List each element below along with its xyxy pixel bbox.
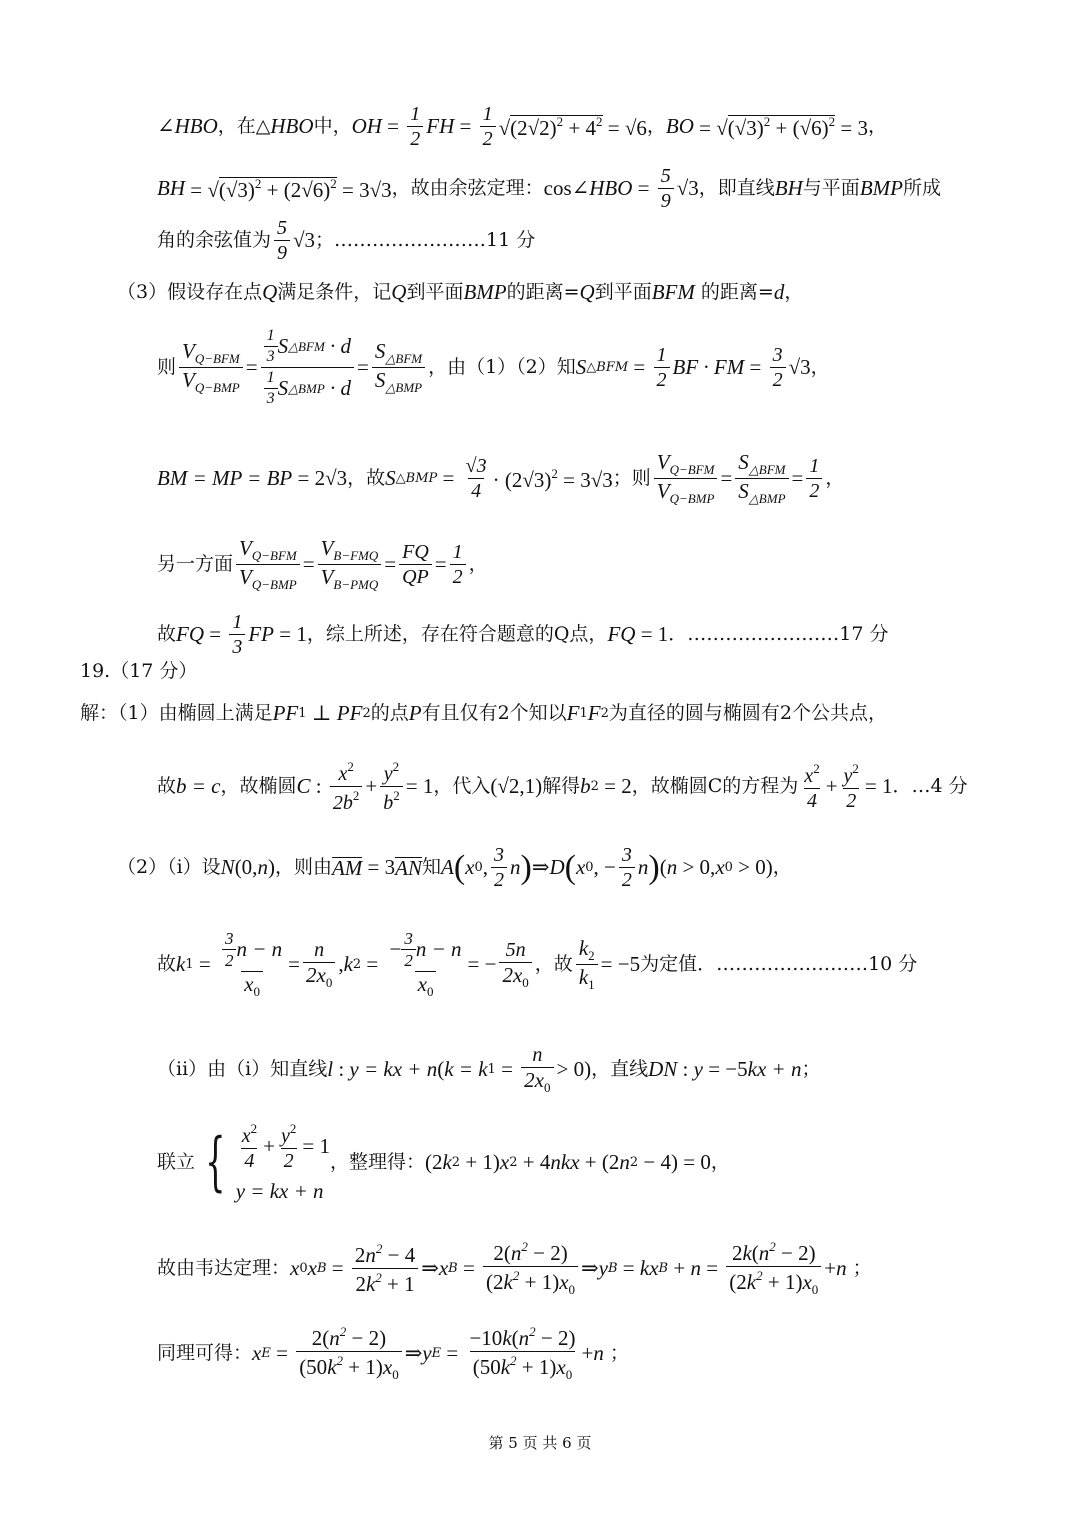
l14-b: ，直线 [591,1058,649,1080]
page-footer: 第 5 页 共 6 页 [488,1434,592,1452]
line-17: 同理可得： x E = $\frac{2(n^2 - 2)}{(50k^2 + 1)x_0}$ ⇒ y E = $\frac{-10k(n^2 - 2)}{(50k^2 + 1)x_0}$ + n ； [157,1324,629,1382]
line-14: （ii）由（i）知直线 l : y = kx + n ( k = k 1 = $\frac{n}{2x_0}$ > 0) ，直线 DN : y = −5 kx + n ； [157,1044,821,1095]
line-12: （2）（i）设 N (0, n ) ，则由 AM = 3 AN 知 A ( x 0 , $\frac{3}{2}$ n ) ⇒ D ( x 0 , − $\frac{3}{2}$ n ) ( n > 0, x 0 > 0) ， [117,844,792,891]
q19-label: 19.（17 分） [80,660,198,682]
l11-e: ，故椭圆C的方程为 [631,775,799,797]
l13-mid: ，故 [534,952,573,975]
line-13: 故 k 1 = $\frac{3}{2}$ n − n $x_0$ = $\frac{n}{2x_0}$ , k 2 = − $\frac{3}{2}$ n − n $x_0$ = − $\frac{5n}{2x_0}$ ，故 $\frac{k_2}{k_1}$ = −5 为定值．……………………10 分 [157,929,918,999]
score-11: ；……………………11 分 [315,229,536,251]
l12-c: 知 [421,856,441,878]
line-6: BM = MP = BP = 2√3 ，故 S △BMP = $\frac{√3}{4}$ · $(2√3)^2 = 3√3$ ；则 $\frac{V_{Q-BFM}}{V_{Q-BMP}}$ = $\frac{S_{\triangle BFM}}{S_{\triangle BMP}}$ = $\frac{1}{2}$ ， [157,450,845,506]
score-4: ．…4 分 [892,775,968,797]
line-5: 则 $\frac{V_{Q-BFM}}{V_{Q-BMP}}$ = $\frac{1}{3}$ S △BFM · d $\frac{1}{3}$ S △BMP · d = $\frac{S_{\triangle BFM}}{S_{\triangle BMP}}$ ，由（1）（2）知 S △BFM = $\frac{1}{2}$ BF · FM = $\frac{3}{2}$ √3 ， [157,327,830,407]
l14-a: （ii）由（i）知直线 [157,1058,328,1080]
question-19-header [80,662,197,681]
l15-prefix: 联立 [157,1150,196,1173]
l12-b: ，则由 [274,856,332,878]
line-16: 故由韦达定理： x 0 x B = $\frac{2n^2 - 4}{2k^2 + 1}$ ⇒ x B = $\frac{2(n^2 - 2)}{(2k^2 + 1)x_0}$ ⇒ y B = kx B + n = $\frac{2k(n^2 - 2)}{(2k^2 + 1)x_0}$ + n ； [157,1239,872,1297]
l8-mid: ，综上所述，存在符合题意的Q点， [306,623,608,645]
l12-a: （2）（i）设 [117,856,221,878]
line-8: 故 FQ = $\frac{1}{3}$ FP = 1 ，综上所述，存在符合题意的Q点， FQ = 1 ．……………………17 分 [157,611,889,658]
l5-prefix: 则 [157,356,177,378]
l8-prefix: 故 [157,623,177,645]
line-10: 解：（1）由椭圆上满足 PF 1 ⊥ PF 2 的点 P 有且仅有2个知以 F 1 F 2 为直径的圆与椭圆有2个公共点， [80,701,887,725]
score-10: 为定值．……………………10 分 [640,952,918,975]
l11-d: 解得 [542,775,581,797]
l6-mid1: ，故 [347,467,386,489]
line-4: （3）假设存在点 Q 满足条件，记 Q 到平面 BMP 的距离= Q 到平面 BFM 的距离= d ， [117,280,804,304]
line-11: 故 b = c ，故椭圆 C : $\frac{x^2}{2b^2}$ + $\frac{y^2}{b^2}$ = 1 ，代入 (√2,1) 解得 b 2 = 2 ，故椭圆C的方程为 $\frac{x^2}{4}$ + $\frac{y^2}{2}$ = 1 ．…4 分 [157,759,968,814]
line-3: 角的余弦值为 $\frac{5}{9}$ √3 ；……………………11 分 [157,217,536,264]
l5-mid: ，由（1）（2）知 [428,356,576,378]
l13-prefix: 故 [157,952,177,975]
l11-c: ，代入 [433,775,491,797]
l3-text: 角的余弦值为 [157,229,272,251]
l11-a: 故 [157,775,177,797]
l11-b: ，故椭圆 [220,775,297,797]
line-7: 另一方面 $\frac{V_{Q-BFM}}{V_{Q-BMP}}$ = $\frac{V_{B-FMQ}}{V_{B-PMQ}}$ = $\frac{FQ}{QP}$ = $\frac{1}{2}$ ， [157,536,488,592]
score-17: ．……………………17 分 [668,623,889,645]
line-2: BH = $√(√3)^2 + (2√6)^2 = 3√3$ ，故由余弦定理： cos ∠HBO = $\frac{5}{9}$ √3 ，即直线 BH 与平面 BMP 所成 [157,165,941,212]
l17-prefix: 同理可得： [157,1341,253,1364]
l7-prefix: 另一方面 [157,553,234,575]
line-1: ∠HBO ，在△ HBO 中， OH = $\frac{1}{2}$ FH = $\frac{1}{2}$ $√(2√2)^2 + 4^2 = √6$ ， BO = $√(√3)^2 + (√6)^2 = 3$ ， [157,103,887,150]
l6-mid2: ；则 [612,467,651,489]
line-15: 联立 { $\frac{x^2}{4}$ + $\frac{y^2}{2}$ = 1 y = kx + n ，整理得： (2 k 2 + 1) x 2 + 4 nkx + (2 n 2 − 4) = 0 ， [157,1121,730,1203]
l15-mid: ，整理得： [329,1150,425,1173]
l16-prefix: 故由韦达定理： [157,1256,291,1279]
